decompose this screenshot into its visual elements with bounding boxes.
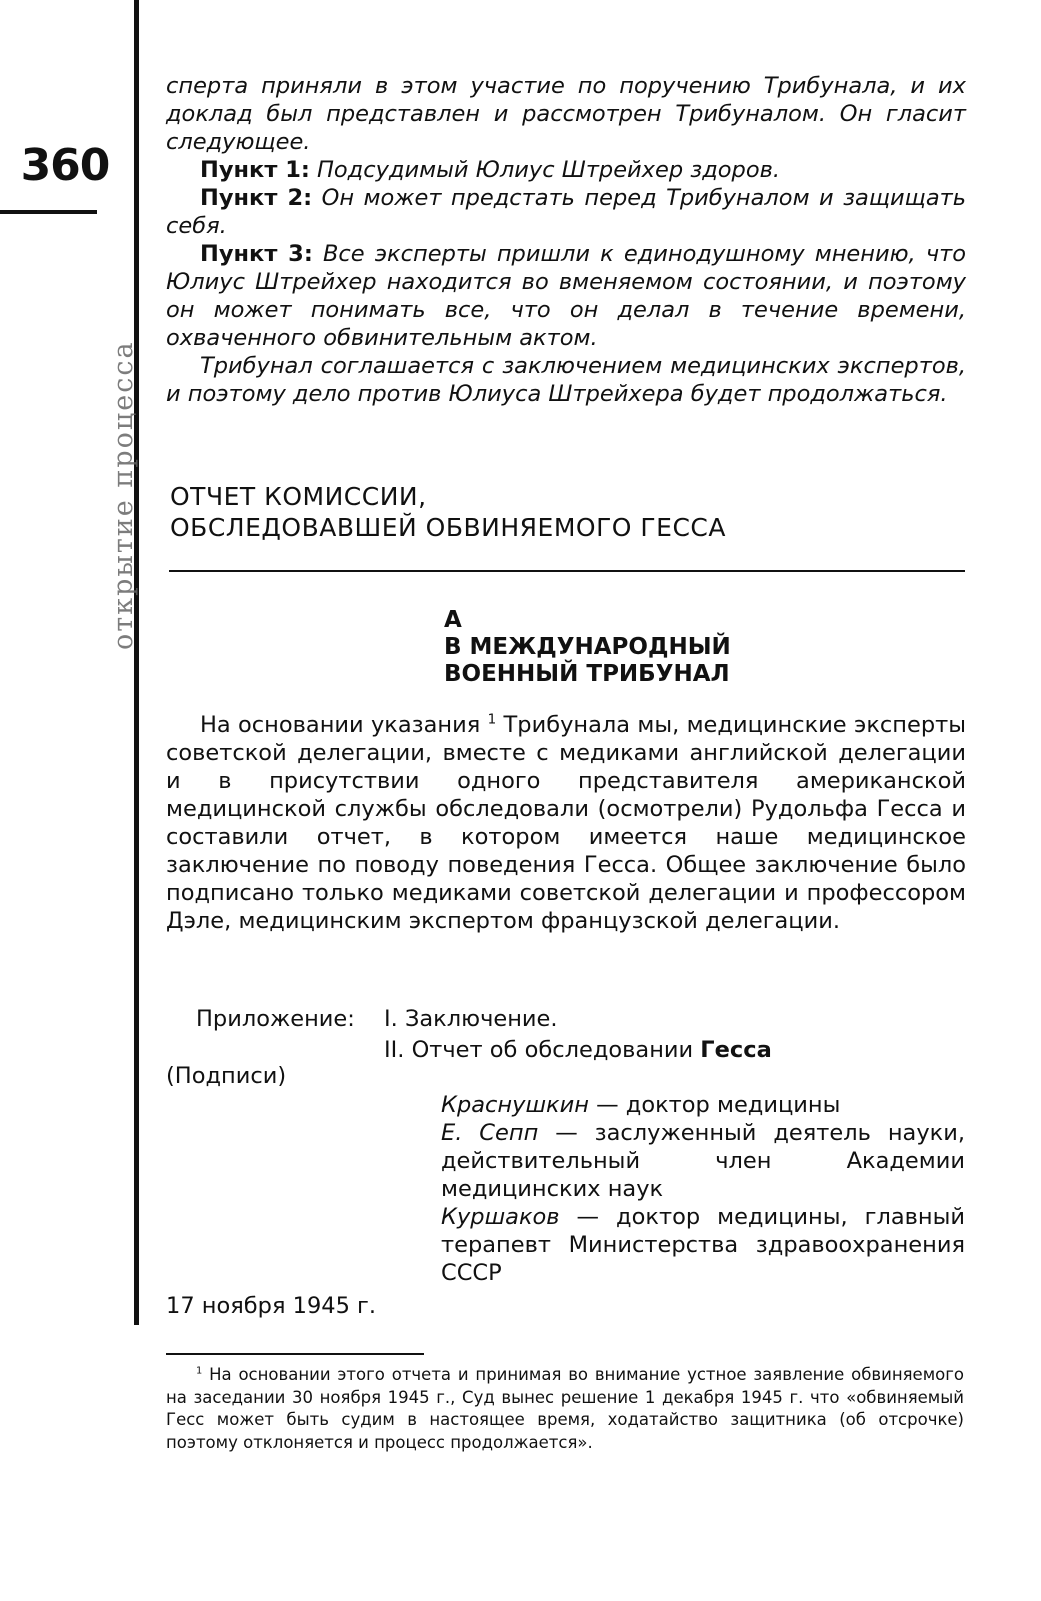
point-2 — [166, 184, 966, 240]
document-heading — [444, 607, 731, 688]
heading-line-3: ВОЕННЫЙ ТРИБУНАЛ — [444, 661, 730, 687]
section-title-line-1: ОТЧЕТ КОМИССИИ, — [170, 482, 427, 511]
signatory-title: — доктор медицины — [588, 1092, 841, 1118]
signatory — [441, 1119, 965, 1203]
report-body — [166, 711, 966, 935]
report-paragraph — [166, 711, 966, 935]
report-text-rest: Трибунала мы, медицинские эксперты советской делегации, вместе с медиками английской делегации и в присутствии одного представителя американской медицинской службы обследовали (осмотрели) Рудольфа Гесса и составили отчет, в котором имеется наше медицинское заключение по поводу поведения Гесса. Общее заключение было подписано только медиками советской делегации и профессором Дэле, медицинским экспертом французской делегации. — [166, 712, 966, 934]
point-3-text: Все эксперты пришли к единодушному мнению, что Юлиус Штрейхер находится во вменяемом состоянии, и поэтому он может понимать все, что он делал в течение времени, охваченного обвинительным актом. — [166, 241, 966, 351]
section-title-line-2: ОБСЛЕДОВАВШЕЙ ОБВИНЯЕМОГО ГЕССА — [170, 513, 726, 542]
appendix-list — [196, 1004, 772, 1066]
footnote-text: На основании этого отчета и принимая во внимание устное заявление обвиняемого на заседании 30 ноября 1945 г., Суд вынес решение 1 декабря 1945 г. что «обвиняемый Гесс может быть судим в настоящее время, ходатайство защитника (об отсрочке) поэтому отклоняется и процесс продолжается». — [166, 1365, 964, 1452]
running-title: открытие процесса — [108, 340, 139, 650]
point-1-label: Пункт 1: — [200, 157, 310, 183]
appendix-label: Приложение: — [196, 1006, 355, 1032]
point-2-text: Он может предстать перед Трибуналом и защищать себя. — [166, 185, 967, 239]
point-1-text: Подсудимый Юлиус Штрейхер здоров. — [317, 157, 781, 183]
point-3 — [166, 240, 966, 352]
heading-line-2: В МЕЖДУНАРОДНЫЙ — [444, 634, 731, 660]
point-2-label: Пункт 2: — [200, 185, 313, 211]
footnote-reference: 1 — [487, 711, 497, 728]
footnote-mark: 1 — [196, 1365, 203, 1377]
point-3-label: Пункт 3: — [200, 241, 313, 267]
signatory-title: — заслуженный деятель науки, действительный член Академии медицинских наук — [441, 1120, 966, 1202]
signatory — [441, 1203, 965, 1287]
signatories-list — [441, 1091, 965, 1287]
appendix-row-2 — [196, 1035, 772, 1066]
top-text-block — [166, 72, 966, 408]
signatory-name: Куршаков — [441, 1204, 560, 1230]
margin-rule — [134, 0, 139, 1325]
report-text-start: На основании указания — [200, 712, 481, 738]
footnote-paragraph — [166, 1364, 964, 1454]
section-title — [170, 481, 726, 543]
document-date: 17 ноября 1945 г. — [166, 1293, 377, 1319]
appendix-row-1 — [196, 1004, 772, 1035]
signatory — [441, 1091, 965, 1119]
appendix-item-1: I. Заключение. — [384, 1006, 558, 1032]
appendix-item-2: II. Отчет об обследовании — [384, 1037, 701, 1063]
signatures-label: (Подписи) — [166, 1063, 287, 1089]
signatory-name: Краснушкин — [441, 1092, 589, 1118]
page-number: 360 — [20, 140, 110, 191]
paragraph-intro: сперта приняли в этом участие по поручению Трибунала, и их доклад был представлен и рассмотрен Трибуналом. Он гласит следующее. — [166, 73, 966, 155]
section-divider — [169, 570, 965, 572]
signatory-name: Е. Сепп — [441, 1120, 539, 1146]
paragraph-conclusion: Трибунал соглашается с заключением медицинских экспертов, и поэтому дело против Юлиуса Штрейхера будет продолжаться. — [166, 353, 966, 407]
footnote — [166, 1364, 964, 1454]
heading-line-1: А — [444, 607, 462, 633]
point-1 — [166, 156, 966, 184]
signatory-title: — доктор медицины, главный терапевт Министерства здравоохранения СССР — [441, 1204, 965, 1286]
page-number-rule — [0, 210, 97, 214]
footnote-rule — [166, 1353, 424, 1355]
appendix-item-2-bold: Гесса — [700, 1037, 772, 1063]
